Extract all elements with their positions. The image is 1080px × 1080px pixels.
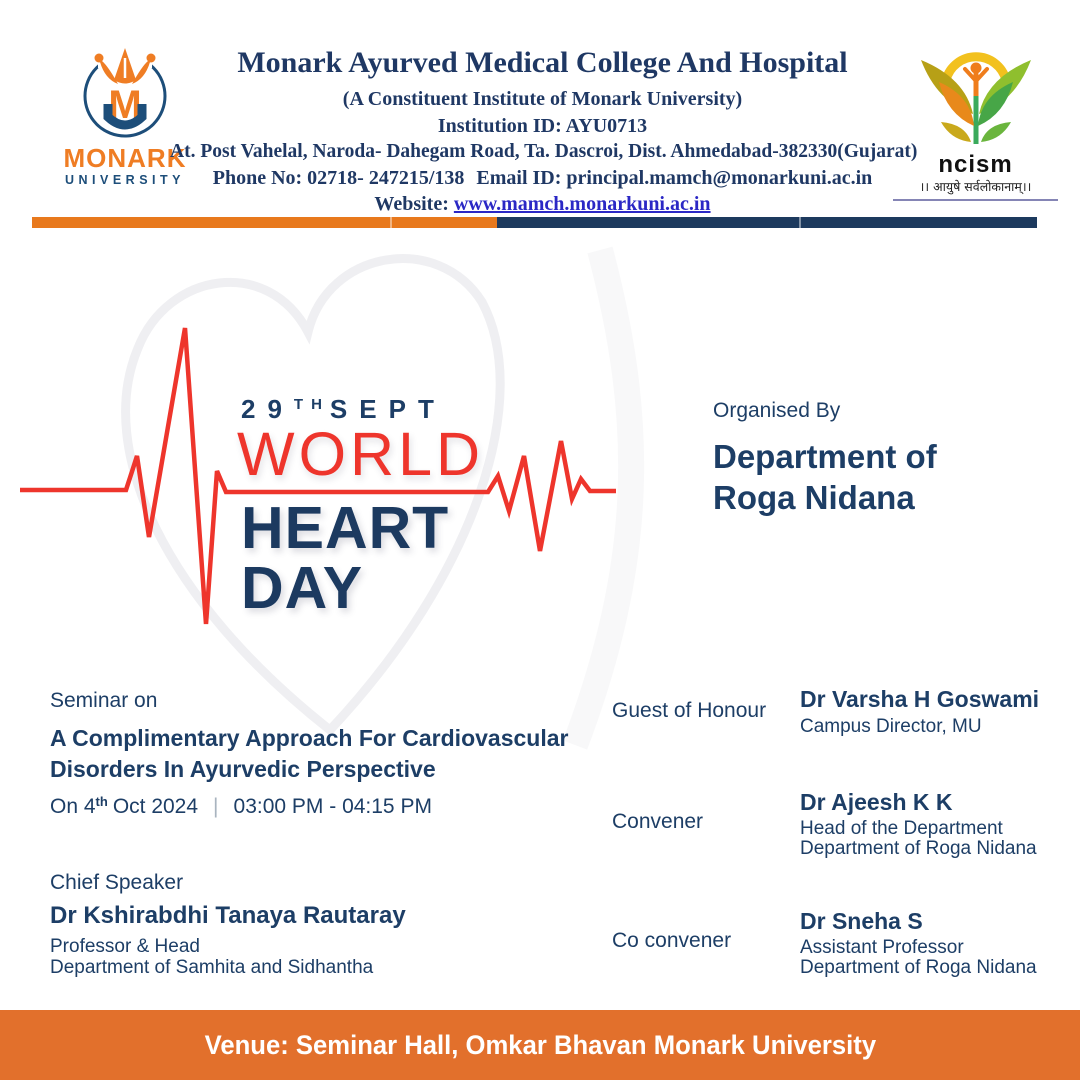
guest-of-honour-label: Guest of Honour — [612, 699, 767, 722]
divider-orange-segment — [32, 217, 497, 228]
institution-id: Institution ID: AYU0713 — [437, 115, 648, 137]
seminar-time: 03:00 PM - 04:15 PM — [233, 795, 432, 818]
constituent-line: (A Constituent Institute of Monark University) — [342, 88, 743, 110]
guest-of-honour-role: Campus Director, MU — [800, 716, 982, 737]
hero-month: SEPT — [329, 394, 446, 424]
convener-role: Head of the Department — [800, 818, 1003, 839]
seminar-title — [50, 723, 568, 785]
website-link[interactable]: www.mamch.monarkuni.ac.in — [453, 193, 711, 215]
hero-day-number: 29 — [241, 394, 294, 424]
seminar-date-rest: Oct 2024 — [112, 795, 199, 818]
ncism-logo-name: ncism — [938, 151, 1013, 178]
seminar-datetime — [50, 794, 432, 819]
organiser-name — [713, 436, 937, 518]
divider-tick — [799, 217, 801, 228]
hero-heart: HEART — [241, 495, 450, 561]
letterhead — [170, 44, 918, 217]
seminar-title-line2: Disorders In Ayurvedic Perspective — [50, 756, 436, 782]
website-line — [170, 191, 915, 217]
organised-by-label: Organised By — [713, 399, 841, 422]
ncism-logo — [893, 44, 1058, 201]
college-name: Monark Ayurved Medical College And Hospital — [237, 46, 848, 79]
phone-email-line — [170, 165, 915, 191]
co-convener-role: Assistant Professor — [800, 937, 964, 958]
divider-bar — [32, 217, 1037, 228]
guest-of-honour-name: Dr Varsha H Goswami — [800, 686, 1040, 712]
monark-logo-name: MONARK — [63, 143, 187, 173]
seminar-on-label: Seminar on — [50, 689, 158, 712]
monark-logo-subname: UNIVERSITY — [64, 173, 185, 187]
venue-text: Venue: Seminar Hall, Omkar Bhavan Monark University — [204, 1029, 876, 1060]
organiser-line2: Roga Nidana — [713, 479, 915, 516]
co-convener-department: Department of Roga Nidana — [800, 957, 1037, 978]
ncism-logo-tagline: ।। आयुषे सर्वलोकानाम्।। — [919, 179, 1032, 194]
website-label: Website: — [374, 193, 449, 215]
seminar-date-ordinal: th — [95, 794, 108, 809]
co-convener-name: Dr Sneha S — [800, 908, 923, 934]
convener-name: Dr Ajeesh K K — [800, 789, 953, 815]
chief-speaker-role: Professor & Head — [50, 936, 200, 957]
organiser-line1: Department of — [713, 438, 937, 475]
chief-speaker-label: Chief Speaker — [50, 871, 184, 894]
ncism-underline — [893, 199, 1058, 201]
ncism-logo-mark — [893, 44, 1058, 150]
convener-label: Convener — [612, 810, 704, 833]
divider-navy-segment — [497, 217, 1037, 228]
venue-bar — [0, 1010, 1080, 1080]
chief-speaker-department: Department of Samhita and Sidhantha — [50, 957, 374, 978]
background-swoosh — [575, 250, 631, 745]
hero-world: WORLD — [237, 420, 485, 488]
address-line: At. Post Vahelal, Naroda- Dahegam Road, Ta. Dascroi, Dist. Ahmedabad-382330(Gujarat) — [170, 141, 918, 162]
date-time-separator: | — [213, 795, 219, 818]
hero-day-word: DAY — [241, 555, 364, 621]
seminar-date: On 4 — [50, 795, 96, 818]
chief-speaker-name: Dr Kshirabdhi Tanaya Rautaray — [50, 902, 406, 929]
co-convener-label: Co convener — [612, 929, 732, 952]
phone: Phone No: 02718- 247215/138 — [212, 167, 465, 189]
seminar-title-line1: A Complimentary Approach For Cardiovascular — [50, 725, 569, 751]
svg-text:M: M — [108, 83, 142, 127]
email: Email ID: principal.mamch@monarkuni.ac.in — [476, 167, 873, 189]
divider-tick — [390, 217, 392, 228]
hero-day-ordinal: TH — [293, 396, 330, 413]
convener-department: Department of Roga Nidana — [800, 838, 1037, 859]
